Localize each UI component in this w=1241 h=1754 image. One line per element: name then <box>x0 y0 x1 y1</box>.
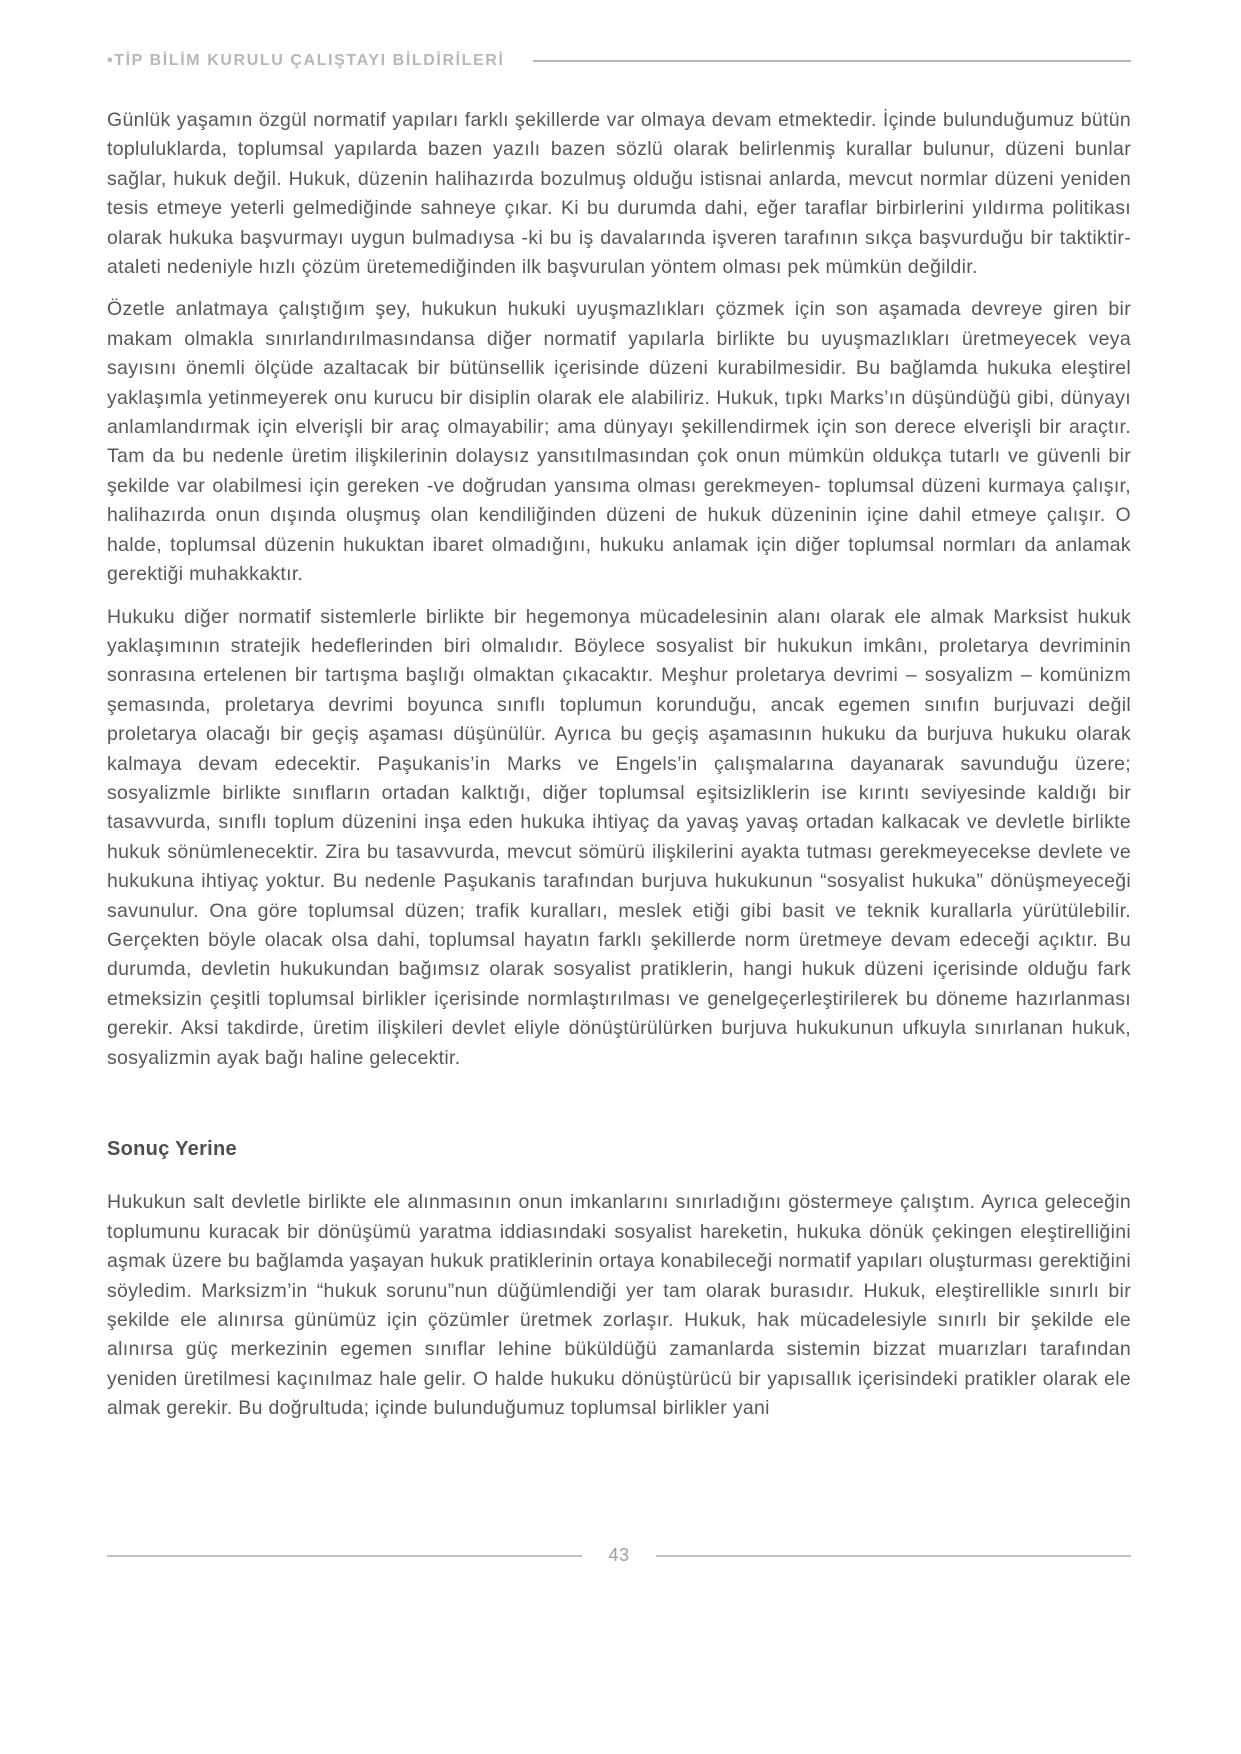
header-rule <box>533 60 1132 62</box>
page-number: 43 <box>608 1545 630 1565</box>
footer-rule-right <box>656 1555 1131 1557</box>
header-title: •TİP BİLİM KURULU ÇALIŞTAYI BİLDİRİLERİ <box>107 52 505 69</box>
running-header <box>107 52 1131 70</box>
page-body <box>107 106 1131 1437</box>
section-heading-sonuc-yerine: Sonuç Yerine <box>107 1138 237 1160</box>
paragraph-3: Hukuku diğer normatif sistemlerle birlikte bir hegemonya mücadelesinin alanı olarak ele almak Marksist hukuk yaklaşımının stratejik hedeflerinden biri olmalıdır. Böylece sosyalist bir hukukun imkânı, proletarya devriminin sonrasına ertelenen bir tartışma başlığı olmaktan çıkacaktır. Meşhur proletarya devrimi – sosyalizm – komünizm şemasında, proletarya devrimi boyunca sınıflı toplumun korunduğu, ancak egemen sınıfın burjuvazi değil proletarya olacağı bir geçiş aşaması düşünülür. Ayrıca bu geçiş aşamasının hukuku da burjuva hukuku olarak kalmaya devam edecektir. Paşukanis’in Marks ve Engels’in çalışmalarına dayanarak savunduğu üzere; sosyalizmle birlikte sınıfların ortadan kalktığı, diğer toplumsal eşitsizliklerin ise kırıntı seviyesinde kaldığı bir tasavvurda, sınıflı toplum düzenini inşa eden hukuka ihtiyaç da yavaş yavaş ortadan kalkacak ve devletle birlikte hukuk sönümlenecektir. Zira bu tasavvurda, mevcut sömürü ilişkilerini ayakta tutması gerekmeyecekse devlete ve hukukuna ihtiyaç yoktur. Bu nedenle Paşukanis tarafından burjuva hukukunun “sosyalist hukuka” dönüşmeyeceği savunulur. Ona göre toplumsal düzen; trafik kuralları, meslek etiği gibi basit ve teknik kurallarla yürütülebilir. Gerçekten böyle olacak olsa dahi, toplumsal hayatın farklı şekillerde norm üretmeye devam edeceği açıktır. Bu durumda, devletin hukukundan bağımsız olarak sosyalist pratiklerin, hangi hukuk düzeni içerisinde olduğu fark etmeksizin çeşitli toplumsal birlikler içerisinde normlaştırılması ve genelgeçerleştirilerek bu döneme hazırlanması gerekir. Aksi takdirde, üretim ilişkileri devlet eliyle dönüştürülürken burjuva hukukunun ufkuyla sınırlanan hukuk, sosyalizmin ayak bağı haline gelecektir. <box>107 605 1131 1069</box>
footer-rule-left <box>107 1555 582 1557</box>
paragraph-1: Günlük yaşamın özgül normatif yapıları farklı şekillerde var olmaya devam etmektedir. İçinde bulunduğumuz bütün topluluklarda, toplumsal yapılarda bazen yazılı bazen sözlü olarak belirlenmiş kurallar bulunur, düzeni bunlar sağlar, hukuk değil. Hukuk, düzenin halihazırda bozulmuş olduğu istisnai anlarda, mevcut normlar düzeni yeniden tesis etmeye yeterli gelmediğinde sahneye çıkar. Ki bu durumda dahi, eğer taraflar birbirlerini yıldırma politikası olarak hukuka başvurmayı uygun bulmadıysa -ki bu iş davalarında işveren tarafının sıkça başvurduğu bir taktiktir- ataleti nedeniyle hızlı çözüm üretemediğinden ilk başvurulan yöntem olması pek mümkün değildir. <box>107 109 1131 279</box>
paragraph-2: Özetle anlatmaya çalıştığım şey, hukukun hukuki uyuşmazlıkları çözmek için son aşamada devreye giren bir makam olmakla sınırlandırılmasındansa diğer normatif yapılarla birlikte bu uyuşmazlıkları üretmeyecek veya sayısını önemli ölçüde azaltacak bir bütünsellik içerisinde düzeni kurabilmesidir. Bu bağlamda hukuka eleştirel yaklaşımla yetinmeyerek onu kurucu bir disiplin olarak ele alabiliriz. Hukuk, tıpkı Marks’ın düşündüğü gibi, dünyayı anlamlandırmak için elverişli bir araç olmayabilir; ama dünyayı şekillendirmek için son derece elverişli bir araçtır. Tam da bu nedenle üretim ilişkilerinin dolaysız yansıtılmasından çok onun mümkün oldukça tutarlı ve güvenli bir şekilde var olabilmesi için gereken -ve doğrudan yansıma olması gerekmeyen- toplumsal düzeni kurmaya çalışır, halihazırda onun dışında oluşmuş olan kendiliğinden düzeni de hukuk düzeninin içine dahil etmeye çalışır. O halde, toplumsal düzenin hukuktan ibaret olmadığını, hukuku anlamak için diğer toplumsal normları da anlamak gerektiği muhakkaktır. <box>107 298 1131 586</box>
page-footer <box>107 1545 1131 1566</box>
paragraph-4: Hukukun salt devletle birlikte ele alınmasının onun imkanlarını sınırladığını göstermeye çalıştım. Ayrıca geleceğin toplumunu kuracak bir dönüşümü yaratma iddiasındaki sosyalist hareketin, hukuka dönük çekingen eleştirelliğini aşmak üzere bu bağlamda yaşayan hukuk pratiklerinin ortaya konabileceği normatif yapıları oluşturması gerektiğini söyledim. Marksizm’in “hukuk sorunu”nun düğümlendiği yer tam olarak burasıdır. Hukuk, eleştirellikle sınırlı bir şekilde ele alınırsa günümüz için çözümler üretmek zorlaşır. Hukuk, hak mücadelesiyle sınırlı bir şekilde ele alınırsa güç merkezinin egemen sınıflar lehine büküldüğü zamanlarda sistemin bizzat muarızları tarafından yeniden üretilmesi kaçınılmaz hale gelir. O halde hukuku dönüştürücü bir yapısallık içerisindeki pratikler olarak ele almak gerekir. Bu doğrultuda; içinde bulunduğumuz toplumsal birlikler yani <box>107 1191 1131 1420</box>
